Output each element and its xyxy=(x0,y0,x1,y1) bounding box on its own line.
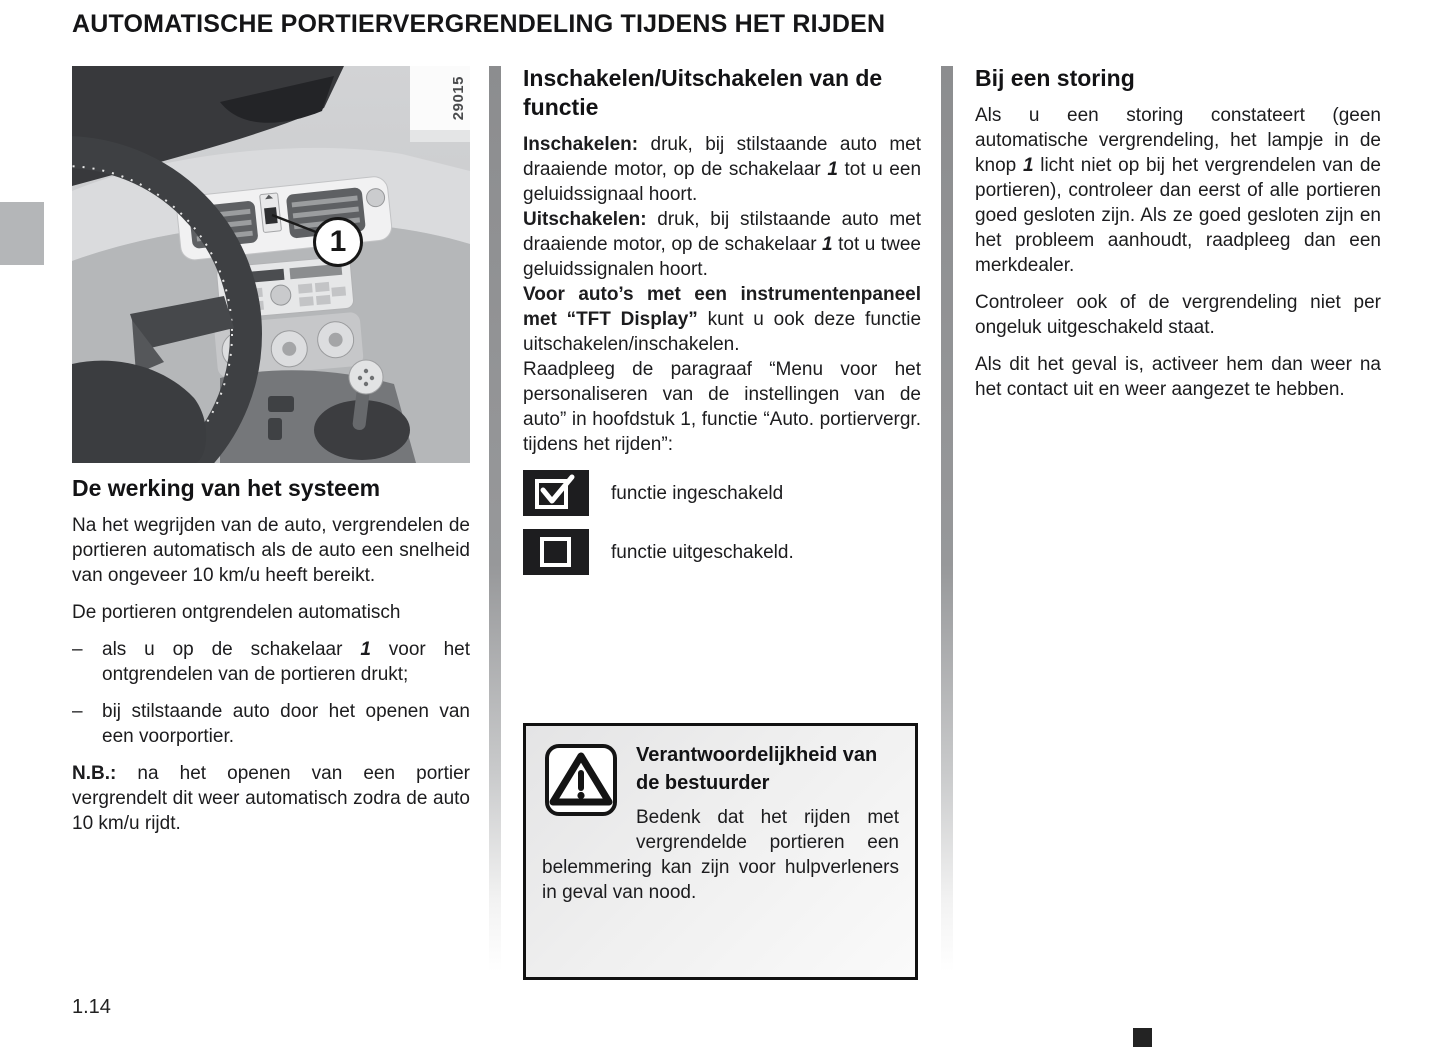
note-paragraph: N.B.: na het openen van een portier vergrendelt dit weer automatisch zodra de auto 10 km/u rijdt. xyxy=(72,763,470,834)
paragraph: Voor auto’s met een instrumentenpaneel met “TFT Display” kunt u ook deze functie uitschakelen/inschakelen. xyxy=(523,284,922,355)
bullet-dash: – xyxy=(72,639,83,660)
paragraph: De portieren ontgrendelen automatisch xyxy=(72,602,401,623)
list-item xyxy=(72,699,470,749)
chapter-tab xyxy=(0,202,44,265)
list-item-text: bij stilstaande auto door het openen van een voorportier. xyxy=(102,701,470,747)
right-column xyxy=(975,64,1381,402)
section-heading-enable-disable: Inschakelen/Uitschakelen van de functie xyxy=(523,65,883,120)
column-divider-right xyxy=(941,66,953,972)
option-row-enabled xyxy=(523,470,921,516)
option-disabled-label: functie uitgeschakeld. xyxy=(611,541,794,563)
callout-1-marker: 1 xyxy=(313,217,363,267)
dashboard-figure xyxy=(72,66,470,463)
paragraph: Uitschakelen: druk, bij stilstaande auto met draaiende motor, op de schakelaar 1 tot u twee geluidssignalen hoort. xyxy=(523,209,921,280)
warning-body: Bedenk dat het rijden met vergrendelde portieren een belemmering kan zijn voor hulpverleners in geval van nood. xyxy=(542,807,899,903)
option-enabled-label: functie ingeschakeld xyxy=(611,482,784,504)
list-item xyxy=(72,637,470,687)
footer-corner-mark xyxy=(1133,1028,1152,1047)
checkbox-unchecked-icon xyxy=(523,529,589,575)
paragraph: Als dit het geval is, activeer hem dan weer na het contact uit en weer aangezet te hebben. xyxy=(975,354,1381,400)
list-item-text: als u op de schakelaar 1 voor het ontgrendelen van de portieren drukt; xyxy=(102,639,470,685)
checkbox-checked-icon xyxy=(523,470,589,516)
paragraph: Als u een storing constateert (geen automatische vergrendeling, het lampje in de knop 1 licht niet op bij het vergrendelen van de portieren), controleer dan eerst of alle portieren goed gesloten zijn. Als ze goed gesloten zijn en het probleem aanhoudt, raadpleeg dan een merkdealer. xyxy=(975,105,1381,276)
page-title: AUTOMATISCHE PORTIERVERGRENDELING TIJDENS HET RIJDEN xyxy=(72,10,886,38)
driver-responsibility-warning-box xyxy=(523,723,918,980)
page-number: 1.14 xyxy=(72,996,111,1018)
section-heading-malfunction: Bij een storing xyxy=(975,65,1135,91)
middle-column xyxy=(523,64,921,575)
paragraph: Na het wegrijden van de auto, vergrendelen de portieren automatisch als de auto een snelheid van ongeveer 10 km/u heeft bereikt. xyxy=(72,515,470,586)
column-divider-left xyxy=(489,66,501,972)
bullet-dash: – xyxy=(72,701,83,722)
section-heading-system: De werking van het systeem xyxy=(72,475,381,501)
left-column xyxy=(72,474,470,836)
paragraph: Inschakelen: druk, bij stilstaande auto met draaiende motor, op de schakelaar 1 tot u een geluidssignaal hoort. xyxy=(523,134,922,205)
paragraph: Controleer ook of de vergrendeling niet per ongeluk uitgeschakeld staat. xyxy=(975,292,1381,338)
figure-reference-number: 29015 xyxy=(450,76,467,121)
option-row-disabled xyxy=(523,529,921,575)
warning-triangle-icon xyxy=(544,743,618,817)
dashboard-photo xyxy=(72,66,470,463)
paragraph: Raadpleeg de paragraaf “Menu voor het personaliseren van de instellingen van de auto” in hoofdstuk 1, functie “Auto. portiervergr. tijdens het rijden”: xyxy=(523,359,921,455)
warning-heading: Verantwoordelijkheid van de bestuurder xyxy=(636,744,878,794)
